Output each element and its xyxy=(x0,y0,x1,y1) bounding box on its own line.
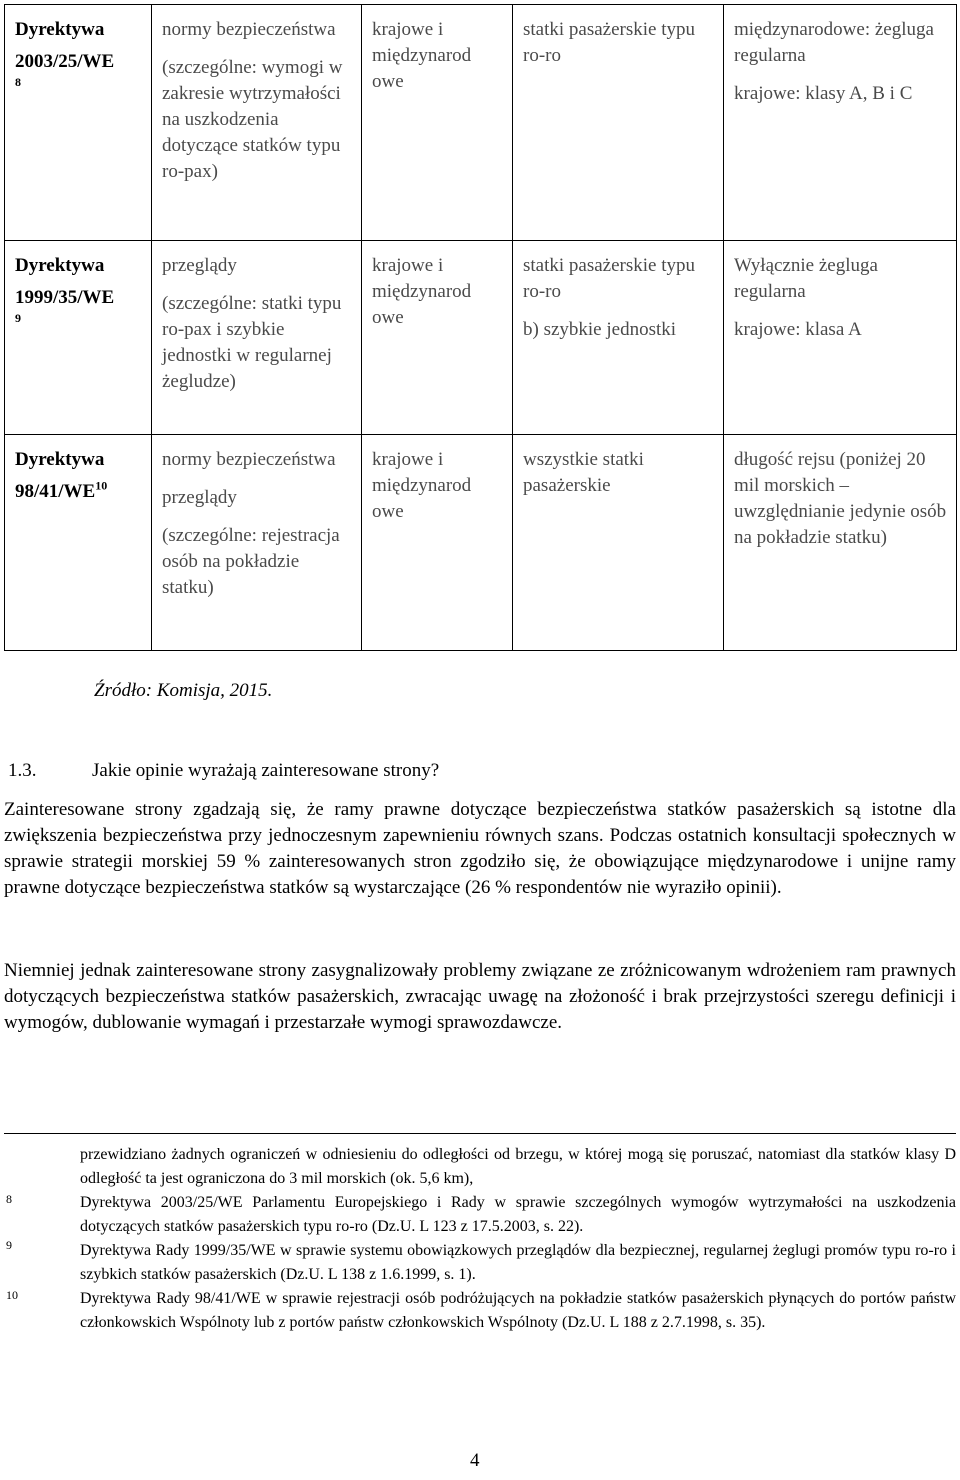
ships-text: statki pasażerskie typu ro-ro xyxy=(523,255,696,302)
body-paragraph: Zainteresowane strony zgadzają się, że ramy prawne dotyczące bezpieczeństwa statków pasażerskich są istotne dla zwiększenia bezpieczeństwa przy jednoczesnym zapewnieniu równych szans. Podczas ostatnich konsultacji społecznych w sprawie strategii morskiej 59 % zainteresowanych stron zgodziło się, że obowiązujące międzynarodowe i unijne ramy prawne dotyczące bezpieczeństwa statków są wystarczające (26 % respondentów nie wyraziło opinii). xyxy=(4,799,956,898)
navigation-text: krajowe: klasa A xyxy=(734,319,862,340)
scope-detail: (szczególne: rejestracja osób na pokładzie statku) xyxy=(162,525,340,598)
footnote-ref: 8 xyxy=(15,75,21,89)
ships-cell xyxy=(513,241,724,435)
section-number: 1.3. xyxy=(8,760,37,781)
section-heading xyxy=(8,760,439,782)
scope-detail: (szczególne: statki typu ro-pax i szybkie jednostki w regularnej żegludze) xyxy=(162,293,342,392)
navigation-text: międzynarodowe: żegluga regularna xyxy=(734,19,934,66)
ships-cell xyxy=(513,5,724,241)
directive-number: 98/41/WE xyxy=(15,481,96,502)
ships-text: wszystkie statki pasażerskie xyxy=(523,449,644,496)
table-row xyxy=(5,241,957,435)
directive-title: Dyrektywa xyxy=(15,19,105,40)
range-text: krajowe i międzynarod owe xyxy=(372,449,472,522)
table-row xyxy=(5,5,957,241)
scope-cell xyxy=(152,435,362,651)
navigation-cell xyxy=(724,5,957,241)
table-source: Źródło: Komisja, 2015. xyxy=(94,680,273,701)
footnote-divider xyxy=(4,1133,956,1134)
scope-text: normy bezpieczeństwa xyxy=(162,449,336,470)
range-text: krajowe i międzynarod owe xyxy=(372,255,472,328)
footnote-continuation: przewidziano żadnych ograniczeń w odniesieniu do odległości od brzegu, w której mogą się poruszać, natomiast dla statków klasy D odległość ta jest ograniczona do 3 mil morskich (ok. 5,6 km), xyxy=(80,1146,956,1187)
footnote-text: Dyrektywa Rady 98/41/WE w sprawie rejestracji osób podróżujących na pokładzie statków pasażerskich płynących do portów państw członkowskich Wspólnoty lub z portów państw członkowskich Wspólnoty (Dz.U. L 188 z 2.7.1998, s. 35). xyxy=(80,1290,956,1331)
body-paragraph: Niemniej jednak zainteresowane strony zasygnalizowały problemy związane ze zróżnicowanym wdrożeniem ram prawnych dotyczących bezpieczeństwa statków pasażerskich, zwracając uwagę na złożoność i brak przejrzystości szeregu definicji i wymogów, dublowanie wymagań i przestarzałe wymogi sprawozdawcze. xyxy=(4,960,956,1033)
navigation-cell xyxy=(724,435,957,651)
scope-detail: (szczególne: wymogi w zakresie wytrzymałości na uszkodzenia dotyczące statków typu ro-pax) xyxy=(162,57,343,182)
ships-text: statki pasażerskie typu ro-ro xyxy=(523,19,696,66)
directives-table xyxy=(4,4,957,651)
footnote-mark: 9 xyxy=(6,1238,12,1252)
scope-text: przeglądy xyxy=(162,255,237,276)
footnote-text: Dyrektywa 2003/25/WE Parlamentu Europejskiego i Rady w sprawie szczególnych wymogów wytrzymałości na uszkodzenia dotyczących statków pasażerskich typu ro-ro (Dz.U. L 123 z 17.5.2003, s. 22). xyxy=(80,1194,956,1235)
scope-text: normy bezpieczeństwa xyxy=(162,19,336,40)
footnote-ref: 10 xyxy=(95,478,108,493)
footnote-mark: 10 xyxy=(6,1288,18,1302)
navigation-text: długość rejsu (poniżej 20 mil morskich – uwzględnianie jedynie osób na pokładzie statku) xyxy=(734,449,947,548)
scope-cell xyxy=(152,5,362,241)
directive-title: Dyrektywa xyxy=(15,255,105,276)
navigation-text: krajowe: klasy A, B i C xyxy=(734,83,913,104)
scope-cell xyxy=(152,241,362,435)
footnote-ref: 9 xyxy=(15,311,21,325)
table-row xyxy=(5,435,957,651)
page-number: 4 xyxy=(470,1450,480,1471)
navigation-text: Wyłącznie żegluga regularna xyxy=(734,255,878,302)
scope-text: przeglądy xyxy=(162,487,237,508)
ships-text: b) szybkie jednostki xyxy=(523,319,677,340)
directive-cell xyxy=(5,435,152,651)
directive-cell xyxy=(5,241,152,435)
range-cell xyxy=(362,5,513,241)
range-cell xyxy=(362,435,513,651)
footnotes xyxy=(80,1143,956,1335)
directive-number: 1999/35/WE xyxy=(15,287,115,308)
range-cell xyxy=(362,241,513,435)
directive-title: Dyrektywa xyxy=(15,449,105,470)
range-text: krajowe i międzynarod owe xyxy=(372,19,472,92)
directive-cell xyxy=(5,5,152,241)
footnote-mark: 8 xyxy=(6,1192,12,1206)
section-title: Jakie opinie wyrażają zainteresowane strony? xyxy=(92,760,440,781)
ships-cell xyxy=(513,435,724,651)
footnote-text: Dyrektywa Rady 1999/35/WE w sprawie systemu obowiązkowych przeglądów dla bezpiecznej, regularnej żeglugi promów typu ro-ro i szybkich statków pasażerskich (Dz.U. L 138 z 1.6.1999, s. 1). xyxy=(80,1242,956,1283)
directive-number: 2003/25/WE xyxy=(15,51,115,72)
navigation-cell xyxy=(724,241,957,435)
